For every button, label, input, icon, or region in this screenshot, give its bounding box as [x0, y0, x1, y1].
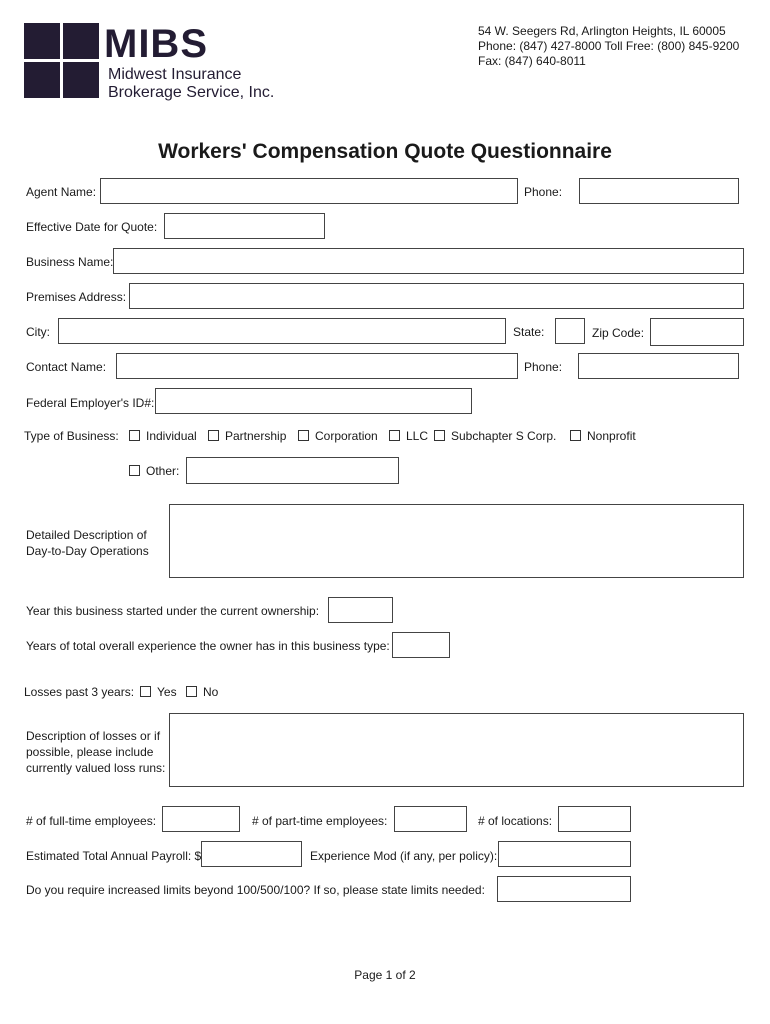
contact-name-field[interactable] [116, 353, 518, 379]
agent-phone-label: Phone: [524, 185, 563, 199]
description-field[interactable] [169, 504, 744, 578]
business-name-label: Business Name: [26, 255, 114, 269]
full-time-label: # of full-time employees: [26, 814, 157, 828]
business-name-field[interactable] [113, 248, 744, 274]
logo-square-icon [24, 23, 60, 59]
other-label: Other: [146, 464, 180, 478]
logo-name: MIBS [104, 22, 208, 66]
fein-field[interactable] [155, 388, 472, 414]
part-time-field[interactable] [394, 806, 467, 832]
nonprofit-checkbox[interactable] [570, 430, 581, 441]
limits-field[interactable] [497, 876, 631, 902]
years-experience-field[interactable] [392, 632, 450, 658]
losses-yes-checkbox[interactable] [140, 686, 151, 697]
full-time-field[interactable] [162, 806, 240, 832]
logo-square-icon [63, 23, 99, 59]
loss-description-label [26, 728, 165, 776]
logo-square-icon [63, 62, 99, 98]
year-started-field[interactable] [328, 597, 393, 623]
type-of-business-label: Type of Business: [24, 429, 119, 443]
subchapter-s-label: Subchapter S Corp. [451, 429, 557, 443]
zip-field[interactable] [650, 318, 744, 346]
loss-description-line2: possible, please include [26, 745, 154, 759]
page-number: Page 1 of 2 [354, 968, 416, 982]
exp-mod-label: Experience Mod (if any, per policy): [310, 849, 498, 863]
payroll-label: Estimated Total Annual Payroll: $ [26, 849, 202, 863]
contact-phone-label: Phone: [524, 360, 563, 374]
losses-yes-label: Yes [157, 685, 177, 699]
contact-phone-field[interactable] [578, 353, 739, 379]
losses-no-label: No [203, 685, 219, 699]
locations-label: # of locations: [478, 814, 553, 828]
loss-description-field[interactable] [169, 713, 744, 787]
zip-label: Zip Code: [592, 326, 645, 340]
description-label-line1: Detailed Description of [26, 528, 147, 542]
agent-phone-field[interactable] [579, 178, 739, 204]
losses-no-checkbox[interactable] [186, 686, 197, 697]
loss-description-line3: currently valued loss runs: [26, 761, 166, 775]
limits-label: Do you require increased limits beyond 100/500/100? If so, please state limits needed: [26, 883, 485, 897]
city-label: City: [26, 325, 50, 339]
locations-field[interactable] [558, 806, 631, 832]
effective-date-field[interactable] [164, 213, 325, 239]
years-experience-label: Years of total overall experience the owner has in this business type: [26, 639, 390, 653]
company-address: 54 W. Seegers Rd, Arlington Heights, IL 60005 [478, 24, 726, 38]
page-title: Workers' Compensation Quote Questionnaire [158, 140, 612, 163]
company-phone: Phone: (847) 427-8000 Toll Free: (800) 845-9200 [478, 39, 740, 53]
state-field[interactable] [555, 318, 585, 344]
state-label: State: [513, 325, 545, 339]
losses-label: Losses past 3 years: [24, 685, 135, 699]
logo-square-icon [24, 62, 60, 98]
exp-mod-field[interactable] [498, 841, 631, 867]
premises-address-field[interactable] [129, 283, 744, 309]
agent-name-label: Agent Name: [26, 185, 97, 199]
other-type-field[interactable] [186, 457, 399, 484]
llc-label: LLC [406, 429, 429, 443]
corporation-checkbox[interactable] [298, 430, 309, 441]
agent-name-field[interactable] [100, 178, 518, 204]
llc-checkbox[interactable] [389, 430, 400, 441]
year-started-label: Year this business started under the current ownership: [26, 604, 320, 618]
city-field[interactable] [58, 318, 506, 344]
company-fax: Fax: (847) 640-8011 [478, 54, 586, 68]
effective-date-label: Effective Date for Quote: [26, 220, 158, 234]
loss-description-line1: Description of losses or if [26, 729, 161, 743]
part-time-label: # of part-time employees: [252, 814, 388, 828]
logo-line2: Brokerage Service, Inc. [108, 84, 275, 101]
subchapter-s-checkbox[interactable] [434, 430, 445, 441]
corporation-label: Corporation [315, 429, 378, 443]
description-label [26, 527, 149, 559]
individual-checkbox[interactable] [129, 430, 140, 441]
partnership-checkbox[interactable] [208, 430, 219, 441]
description-label-line2: Day-to-Day Operations [26, 544, 149, 558]
individual-label: Individual [146, 429, 197, 443]
nonprofit-label: Nonprofit [587, 429, 636, 443]
payroll-field[interactable] [201, 841, 302, 867]
logo-line1: Midwest Insurance [108, 66, 242, 83]
other-checkbox[interactable] [129, 465, 140, 476]
partnership-label: Partnership [225, 429, 287, 443]
premises-address-label: Premises Address: [26, 290, 127, 304]
contact-name-label: Contact Name: [26, 360, 107, 374]
fein-label: Federal Employer's ID#: [26, 396, 155, 410]
